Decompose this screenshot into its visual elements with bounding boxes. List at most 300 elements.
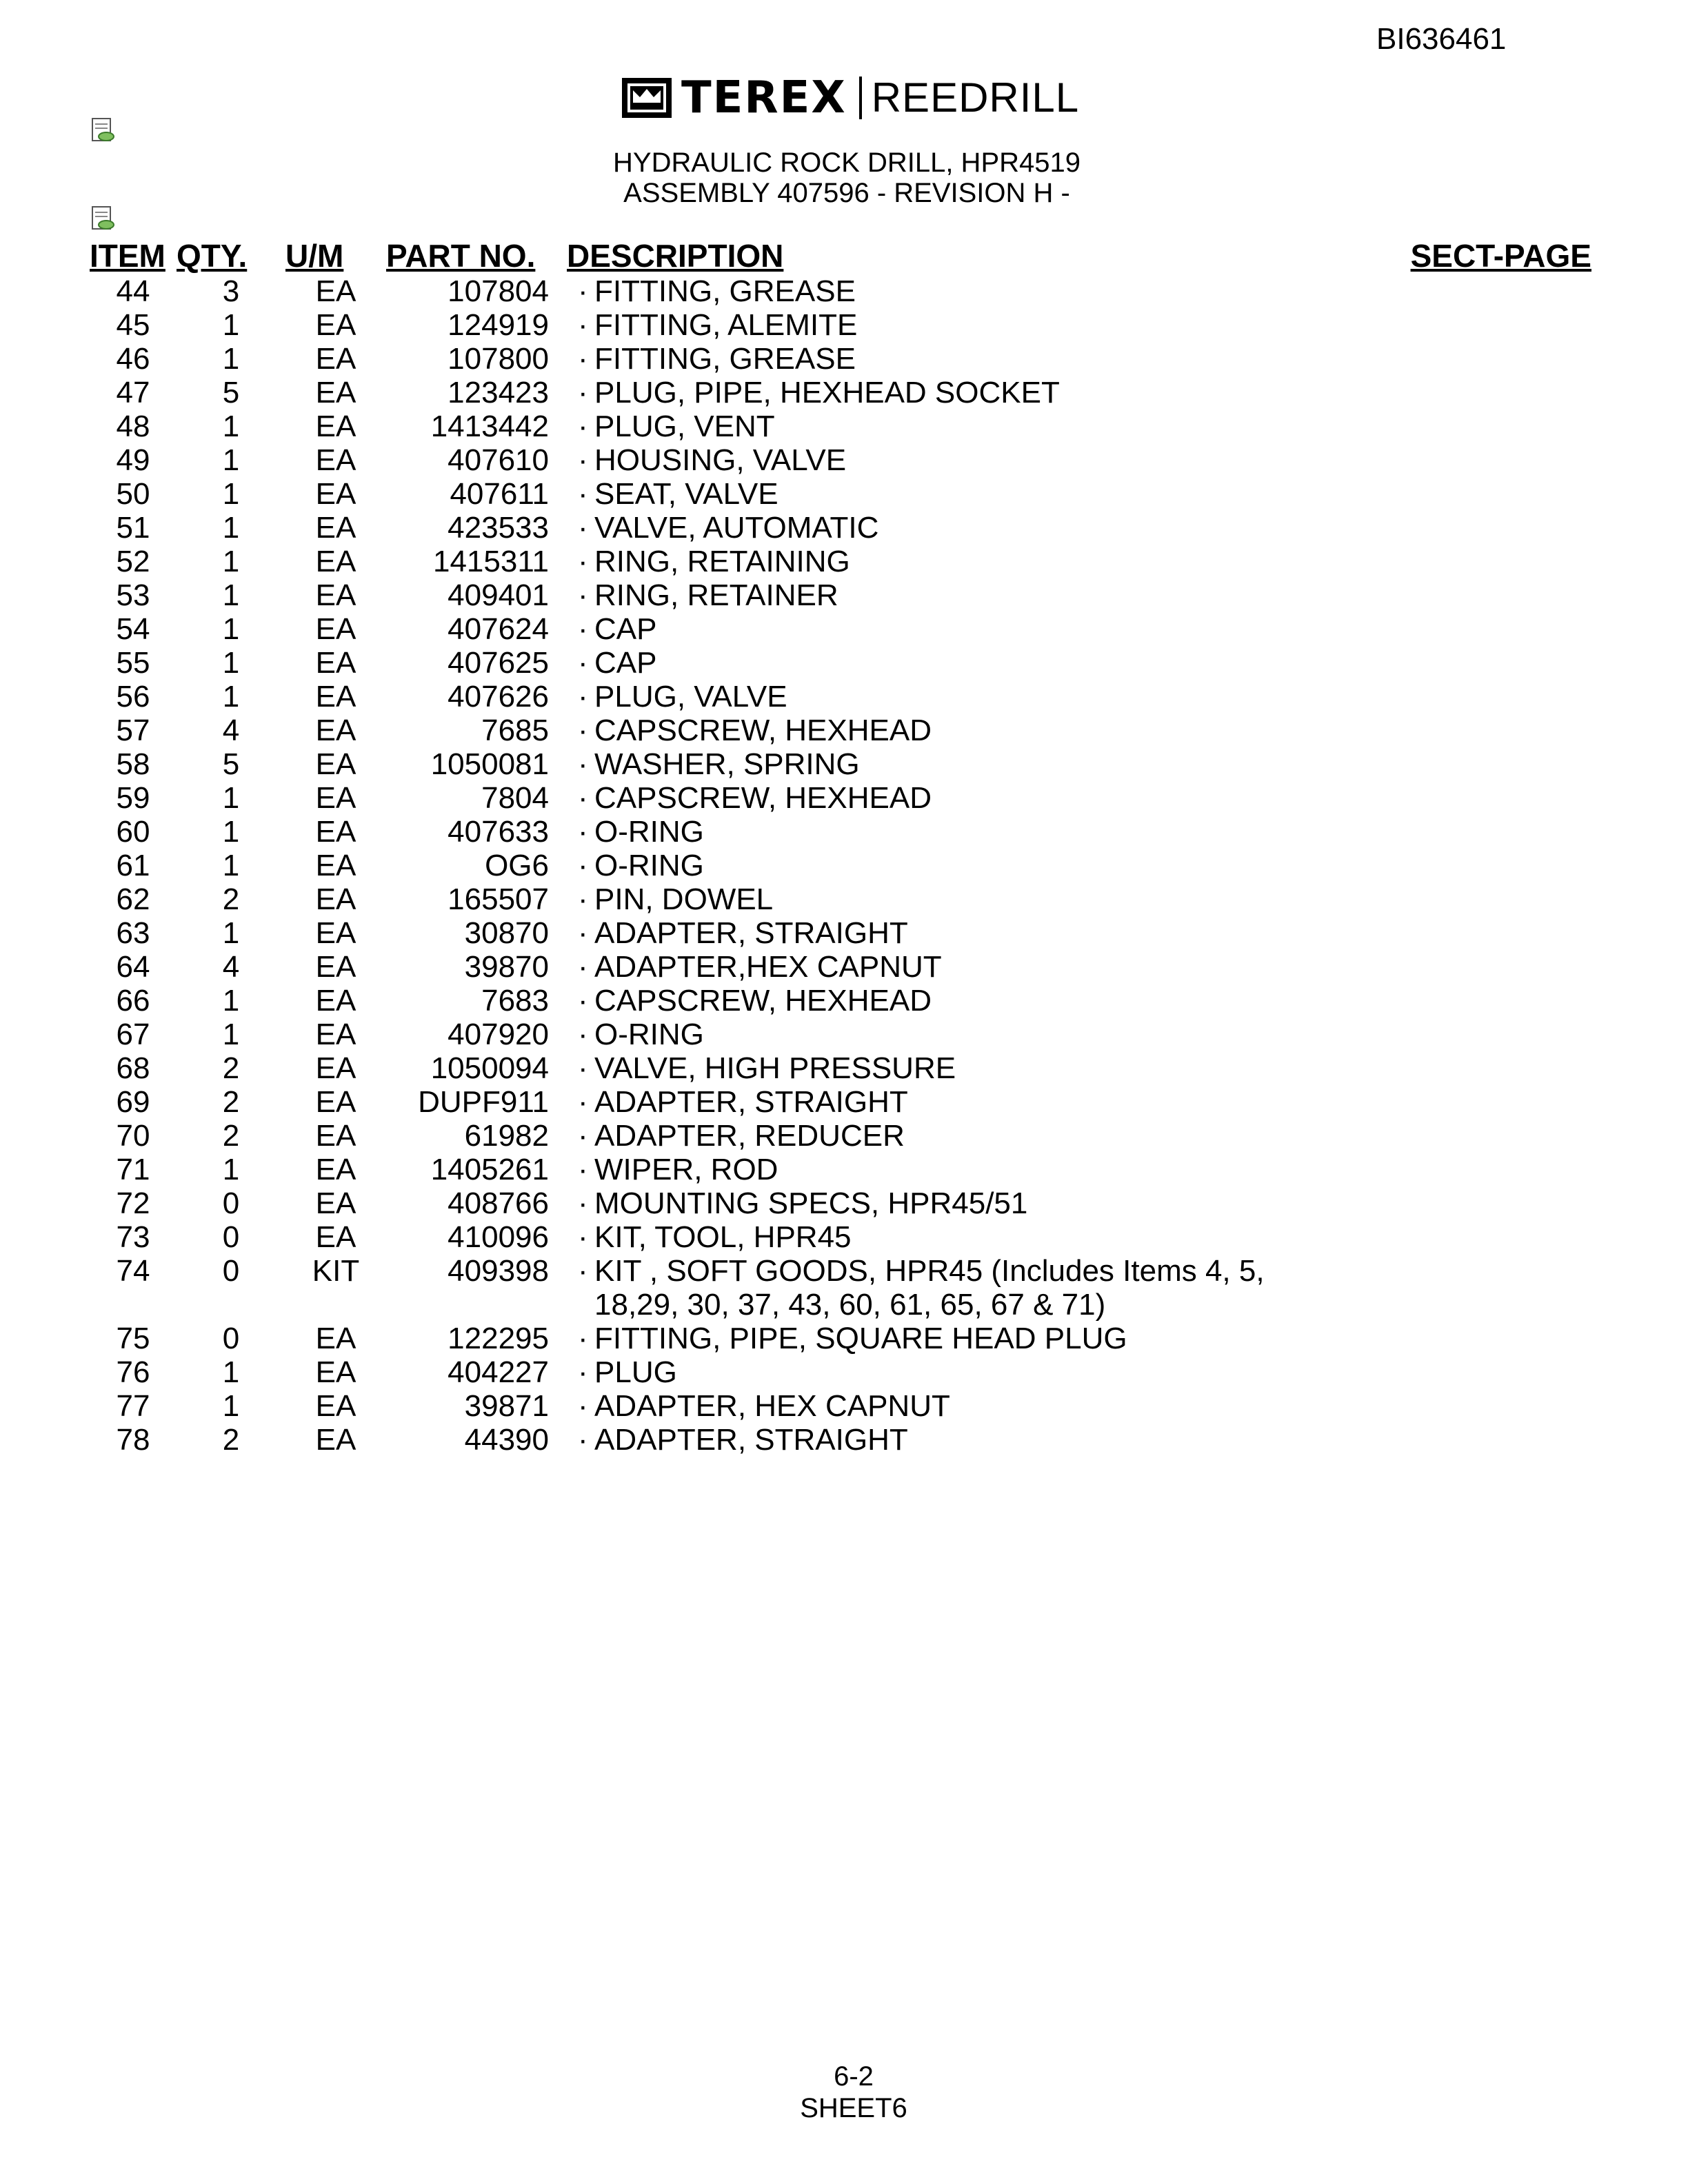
sect-page [1398,781,1591,815]
description-text: CAPSCREW, HEXHEAD [594,984,932,1018]
description [549,882,1398,916]
bullet-marker: · [578,443,588,477]
table-row [90,882,1591,916]
column-header-item: ITEM [90,238,165,274]
quantity: 2 [222,882,240,916]
part-number: 410096 [448,1220,549,1254]
table-row [90,984,1591,1018]
description [549,950,1398,984]
description-text: ADAPTER, STRAIGHT [594,1423,908,1457]
table-row [90,376,1591,410]
item-number: 46 [116,342,150,376]
bullet-marker: · [578,511,588,545]
description-text: CAP [594,646,657,680]
description-text: SEAT, VALVE [594,477,778,511]
bullet-marker: · [578,781,588,815]
quantity: 2 [222,1051,240,1085]
description-text: ADAPTER, REDUCER [594,1119,905,1153]
table-header-row [90,236,1591,274]
description-text: PLUG, PIPE, HEXHEAD SOCKET [594,376,1060,410]
table-row [90,781,1591,815]
sect-page [1398,714,1591,747]
description [549,1018,1398,1051]
description-text: ADAPTER, STRAIGHT [594,1085,908,1119]
description-text: RING, RETAINING [594,545,850,578]
table-row [90,815,1591,849]
table-row [90,342,1591,376]
description-text: PLUG [594,1355,677,1389]
part-number: 7683 [481,984,549,1018]
part-number: 122295 [448,1322,549,1355]
unit-of-measure: EA [315,511,356,545]
bullet-marker: · [578,1355,588,1389]
item-number: 69 [116,1085,150,1119]
part-number: 407610 [448,443,549,477]
column-header-um: U/M [285,238,344,274]
sect-page [1398,680,1591,714]
item-number: 57 [116,714,150,747]
unit-of-measure: EA [315,376,356,410]
item-number: 45 [116,308,150,342]
item-number: 70 [116,1119,150,1153]
bullet-marker: · [578,342,588,376]
item-number: 67 [116,1018,150,1051]
item-number: 74 [116,1254,150,1288]
description-text: CAP [594,612,657,646]
bullet-marker: · [578,680,588,714]
sect-page [1398,443,1591,477]
bullet-marker: · [578,1322,588,1355]
item-number: 75 [116,1322,150,1355]
unit-of-measure: EA [315,1051,356,1085]
sect-page [1398,1355,1591,1389]
unit-of-measure: EA [315,342,356,376]
quantity: 1 [222,781,240,815]
quantity: 1 [222,1018,240,1051]
part-number: 423533 [448,511,549,545]
table-row [90,1119,1591,1153]
unit-of-measure: EA [315,308,356,342]
bullet-marker: · [578,1119,588,1153]
description-text: PIN, DOWEL [594,882,774,916]
item-number: 53 [116,578,150,612]
quantity: 1 [222,1355,240,1389]
description [549,781,1398,815]
sect-page [1398,1119,1591,1153]
bullet-marker: · [578,545,588,578]
item-number: 59 [116,781,150,815]
unit-of-measure: EA [315,410,356,443]
part-number: 1415311 [432,545,549,578]
bullet-marker: · [578,815,588,849]
column-header-qty: QTY. [177,238,248,274]
table-row [90,646,1591,680]
part-number: 61982 [464,1119,549,1153]
quantity: 3 [222,274,240,308]
quantity: 1 [222,410,240,443]
sect-page [1398,1220,1591,1254]
sect-page [1398,747,1591,781]
sect-page [1398,1389,1591,1423]
quantity: 1 [222,815,240,849]
quantity: 1 [222,545,240,578]
description-text: FITTING, ALEMITE [594,308,858,342]
unit-of-measure: EA [315,1186,356,1220]
bullet-marker: · [578,612,588,646]
description-text: O-RING [594,849,704,882]
table-row [90,1220,1591,1254]
unit-of-measure: EA [315,747,356,781]
part-number: 39871 [464,1389,549,1423]
unit-of-measure: EA [315,916,356,950]
part-number: 404227 [448,1355,549,1389]
document-id: BI636461 [1376,22,1507,56]
quantity: 0 [222,1322,240,1355]
unit-of-measure: EA [315,1018,356,1051]
sect-page [1398,410,1591,443]
sect-page [1398,849,1591,882]
bullet-marker: · [578,882,588,916]
bullet-marker: · [578,1220,588,1254]
sheet-label: SHEET6 [800,2093,907,2123]
bullet-marker: · [578,1389,588,1423]
description-text: MOUNTING SPECS, HPR45/51 [594,1186,1028,1220]
description [549,1355,1398,1389]
item-number: 47 [116,376,150,410]
description [549,376,1398,410]
document-link-icon[interactable] [90,117,117,145]
item-number: 61 [116,849,150,882]
part-number: 409401 [448,578,549,612]
table-row [90,1186,1591,1220]
description-text: FITTING, PIPE, SQUARE HEAD PLUG [594,1322,1127,1355]
part-number: 39870 [464,950,549,984]
description-text: VALVE, AUTOMATIC [594,511,879,545]
sect-page [1398,882,1591,916]
sect-page [1398,1186,1591,1220]
item-number: 68 [116,1051,150,1085]
item-number: 71 [116,1153,150,1186]
unit-of-measure: EA [315,815,356,849]
quantity: 0 [222,1186,240,1220]
unit-of-measure: EA [315,1085,356,1119]
part-number: 165507 [448,882,549,916]
unit-of-measure: EA [315,477,356,511]
part-number: 44390 [464,1423,549,1457]
description [549,410,1398,443]
quantity: 2 [222,1423,240,1457]
part-number: 107800 [448,342,549,376]
table-row [90,410,1591,443]
quantity: 0 [222,1254,240,1288]
description [549,1220,1398,1254]
table-row [90,950,1591,984]
table-row [90,477,1591,511]
description-text: CAPSCREW, HEXHEAD [594,714,932,747]
bullet-marker: · [578,1186,588,1220]
description [549,849,1398,882]
quantity: 1 [222,984,240,1018]
table-row [90,849,1591,882]
table-row [90,578,1591,612]
description [549,646,1398,680]
description [549,578,1398,612]
item-number: 55 [116,646,150,680]
quantity: 1 [222,443,240,477]
page-number: 6-2 [834,2061,874,2092]
unit-of-measure: EA [315,714,356,747]
sect-page [1398,950,1591,984]
description-text: PLUG, VENT [594,410,775,443]
column-header-part-no: PART NO. [386,238,536,274]
description [549,511,1398,545]
description [549,680,1398,714]
part-number: 407626 [448,680,549,714]
sect-page [1398,342,1591,376]
description [549,1322,1398,1355]
quantity: 1 [222,1389,240,1423]
description [549,1423,1398,1457]
bullet-marker: · [578,1153,588,1186]
document-title: HYDRAULIC ROCK DRILL, HPR4519 [613,148,1081,178]
description [549,747,1398,781]
brand-subname: REEDRILL [871,74,1080,121]
brand-logo [622,74,1079,121]
quantity: 1 [222,849,240,882]
document-link-icon[interactable] [90,205,117,233]
quantity: 1 [222,308,240,342]
sect-page [1398,1051,1591,1085]
description [549,1389,1398,1423]
description-text: O-RING [594,815,704,849]
sect-page [1398,1085,1591,1119]
quantity: 1 [222,916,240,950]
quantity: 4 [222,950,240,984]
table-row [90,1389,1591,1423]
sect-page [1398,815,1591,849]
unit-of-measure: EA [315,984,356,1018]
bullet-marker: · [578,274,588,308]
sect-page [1398,376,1591,410]
bullet-marker: · [578,714,588,747]
bullet-marker: · [578,1018,588,1051]
description [549,984,1398,1018]
table-row [90,1051,1591,1085]
item-number: 76 [116,1355,150,1389]
bullet-marker: · [578,747,588,781]
table-row [90,612,1591,646]
part-number: 407920 [448,1018,549,1051]
description-text: ADAPTER,HEX CAPNUT [594,950,942,984]
quantity: 1 [222,646,240,680]
sect-page [1398,984,1591,1018]
description [549,274,1398,308]
description [549,545,1398,578]
quantity: 0 [222,1220,240,1254]
unit-of-measure: EA [315,578,356,612]
unit-of-measure: EA [315,443,356,477]
table-row [90,1153,1591,1186]
item-number: 54 [116,612,150,646]
unit-of-measure: EA [315,1389,356,1423]
item-number: 72 [116,1186,150,1220]
description-text: HOUSING, VALVE [594,443,847,477]
column-header-description: DESCRIPTION [567,238,784,274]
part-number: 407625 [448,646,549,680]
part-number: 124919 [448,308,549,342]
sect-page [1398,545,1591,578]
description-text: WIPER, ROD [594,1153,778,1186]
bullet-marker: · [578,308,588,342]
sect-page [1398,1153,1591,1186]
description-text: VALVE, HIGH PRESSURE [594,1051,956,1085]
description [549,815,1398,849]
description-text: PLUG, VALVE [594,680,787,714]
sect-page [1398,646,1591,680]
assembly-subtitle: ASSEMBLY 407596 - REVISION H - [623,178,1070,208]
quantity: 1 [222,1153,240,1186]
quantity: 1 [222,342,240,376]
unit-of-measure: EA [315,1423,356,1457]
quantity: 2 [222,1085,240,1119]
item-number: 58 [116,747,150,781]
sect-page [1398,511,1591,545]
quantity: 5 [222,747,240,781]
sect-page [1398,1018,1591,1051]
unit-of-measure: EA [315,274,356,308]
unit-of-measure: KIT [312,1254,360,1288]
sect-page [1398,578,1591,612]
unit-of-measure: EA [315,646,356,680]
sect-page [1398,1423,1591,1457]
bullet-marker: · [578,1051,588,1085]
parts-table [90,236,1591,1457]
table-row [90,714,1591,747]
column-header-sect-page: SECT-PAGE [1410,238,1591,274]
table-row [90,747,1591,781]
item-number: 56 [116,680,150,714]
table-row [90,1355,1591,1389]
item-number: 50 [116,477,150,511]
sect-page [1398,1322,1591,1355]
part-number: OG6 [485,849,549,882]
bullet-marker: · [578,849,588,882]
quantity: 1 [222,612,240,646]
part-number: 30870 [464,916,549,950]
sect-page [1398,1254,1591,1322]
description [549,612,1398,646]
quantity: 2 [222,1119,240,1153]
unit-of-measure: EA [315,781,356,815]
table-row [90,308,1591,342]
bullet-marker: · [578,1423,588,1457]
sect-page [1398,477,1591,511]
bullet-marker: · [578,578,588,612]
bullet-marker: · [578,376,588,410]
bullet-marker: · [578,646,588,680]
part-number: 1413442 [430,410,549,443]
item-number: 78 [116,1423,150,1457]
item-number: 73 [116,1220,150,1254]
item-number: 64 [116,950,150,984]
unit-of-measure: EA [315,545,356,578]
description [549,1051,1398,1085]
part-number: 407611 [450,477,549,511]
table-row [90,274,1591,308]
unit-of-measure: EA [315,1322,356,1355]
description-text: KIT , SOFT GOODS, HPR45 (Includes Items 4, 5, [594,1254,1265,1288]
part-number: 1050094 [430,1051,549,1085]
table-row [90,916,1591,950]
item-number: 63 [116,916,150,950]
quantity: 1 [222,680,240,714]
quantity: 5 [222,376,240,410]
unit-of-measure: EA [315,680,356,714]
description [549,916,1398,950]
table-row [90,545,1591,578]
part-number: 407633 [448,815,549,849]
item-number: 44 [116,274,150,308]
description [549,1153,1398,1186]
table-row [90,1423,1591,1457]
description-text: ADAPTER, STRAIGHT [594,916,908,950]
description [549,1254,1398,1322]
description-text: O-RING [594,1018,704,1051]
bullet-marker: · [578,477,588,511]
terex-crown-icon [622,78,672,118]
sect-page [1398,308,1591,342]
table-row [90,1018,1591,1051]
description [549,477,1398,511]
sect-page [1398,274,1591,308]
bullet-marker: · [578,1085,588,1119]
item-number: 49 [116,443,150,477]
table-row [90,680,1591,714]
unit-of-measure: EA [315,950,356,984]
unit-of-measure: EA [315,1220,356,1254]
item-number: 77 [116,1389,150,1423]
part-number: 1050081 [430,747,549,781]
quantity: 4 [222,714,240,747]
unit-of-measure: EA [315,849,356,882]
part-number: 7804 [481,781,549,815]
quantity: 1 [222,511,240,545]
description-text: RING, RETAINER [594,578,838,612]
sect-page [1398,612,1591,646]
table-row [90,1322,1591,1355]
table-row [90,443,1591,477]
description-text: WASHER, SPRING [594,747,860,781]
bullet-marker: · [578,410,588,443]
unit-of-measure: EA [315,1355,356,1389]
part-number: 407624 [448,612,549,646]
part-number: 123423 [448,376,549,410]
item-number: 60 [116,815,150,849]
quantity: 1 [222,578,240,612]
unit-of-measure: EA [315,1153,356,1186]
part-number: 7685 [481,714,549,747]
part-number: 1405261 [430,1153,549,1186]
quantity: 1 [222,477,240,511]
unit-of-measure: EA [315,1119,356,1153]
item-number: 48 [116,410,150,443]
description [549,1085,1398,1119]
part-number: 408766 [448,1186,549,1220]
table-row [90,511,1591,545]
item-number: 66 [116,984,150,1018]
bullet-marker: · [578,1254,588,1288]
description-text: FITTING, GREASE [594,274,856,308]
